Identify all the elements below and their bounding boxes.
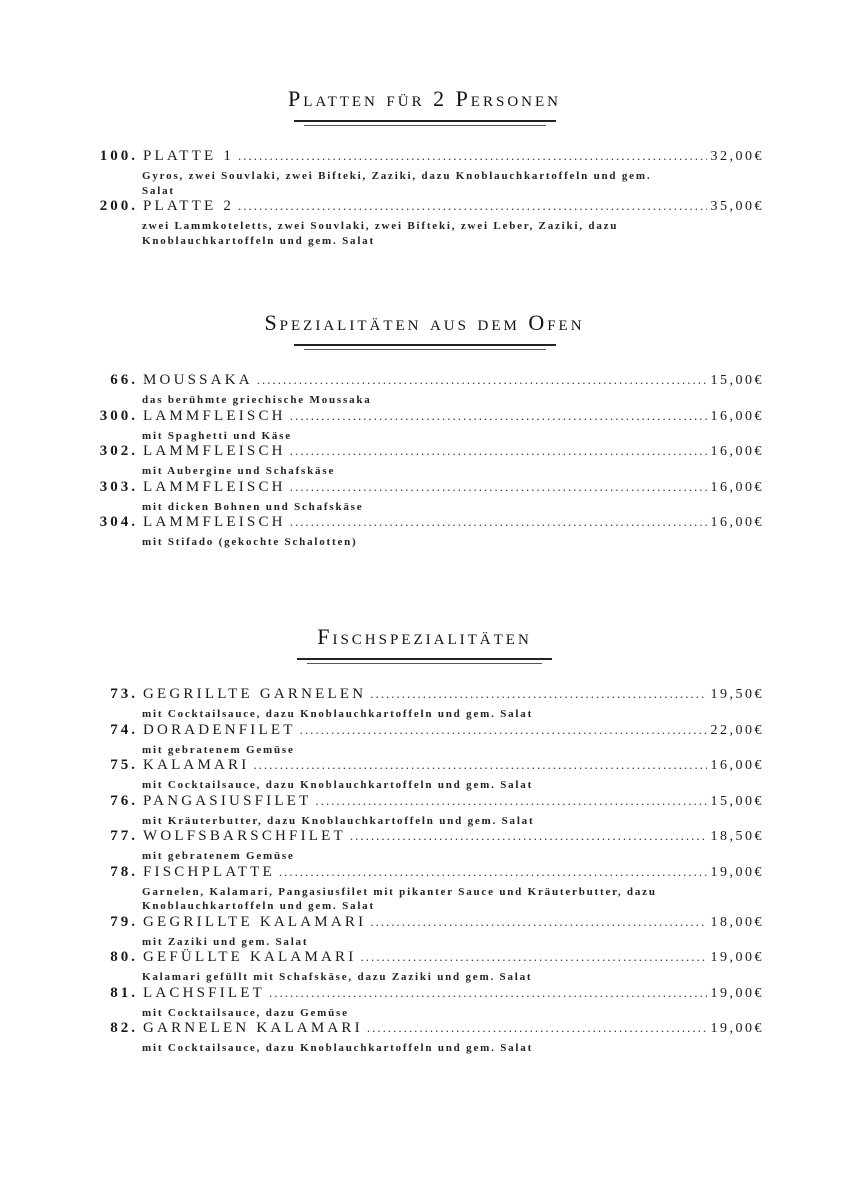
item-number: 82.	[110, 1020, 138, 1036]
item-description: zwei Lammkoteletts, zwei Souvlaki, zwei Bifteki, zwei Leber, Zaziki, dazu Knoblauchkartoffeln und gem. Salat	[142, 220, 619, 247]
item-name: GARNELEN KALAMARI	[143, 1020, 363, 1036]
dot-leader	[290, 514, 707, 530]
menu-item	[84, 686, 764, 722]
menu-items	[0, 148, 849, 248]
item-description: mit Kräuterbutter, dazu Knoblauchkartoffeln und gem. Salat	[142, 814, 535, 827]
dot-leader	[360, 949, 706, 965]
menu-item	[84, 828, 764, 864]
item-number: 73.	[110, 686, 138, 702]
dot-leader	[300, 722, 707, 738]
item-name: LACHSFILET	[143, 984, 265, 1001]
dot-leader	[269, 985, 707, 1001]
section-oven	[0, 310, 849, 550]
item-name: LAMMFLEISCH	[143, 443, 286, 459]
dot-leader	[279, 864, 707, 880]
item-number: 66.	[110, 372, 138, 388]
dot-leader	[290, 408, 707, 424]
item-name: GEFÜLLTE KALAMARI	[143, 949, 357, 965]
item-price: 16,00€	[710, 515, 764, 530]
item-number: 75.	[110, 757, 138, 773]
item-price: 19,50€	[710, 687, 764, 702]
item-description: das berühmte griechische Moussaka	[142, 394, 372, 406]
item-price: 32,00€	[710, 149, 764, 164]
item-price: 19,00€	[710, 950, 764, 965]
item-number: 79.	[110, 913, 138, 930]
menu-item	[84, 757, 764, 793]
dot-leader	[370, 686, 706, 702]
item-name: PLATTE 1	[143, 148, 235, 164]
title-underline	[294, 342, 556, 352]
item-name: FISCHPLATTE	[143, 863, 275, 880]
item-description: mit Cocktailsauce, dazu Knoblauchkartoffeln und gem. Salat	[142, 708, 534, 720]
item-description: mit Aubergine und Schafskäse	[142, 465, 336, 477]
item-number: 100.	[99, 148, 138, 164]
item-price: 19,00€	[710, 1021, 764, 1036]
dot-leader	[370, 914, 706, 930]
item-description: mit Cocktailsauce, dazu Knoblauchkartoffeln und gem. Salat	[142, 1042, 534, 1054]
item-price: 22,00€	[710, 722, 764, 738]
menu-item	[84, 479, 764, 515]
item-name: DORADENFILET	[143, 721, 296, 738]
menu-item	[84, 443, 764, 479]
menu-item	[84, 1020, 764, 1056]
section-fish	[0, 624, 849, 1056]
item-number: 78.	[110, 863, 138, 880]
item-description: mit gebratenem Gemüse	[142, 850, 295, 862]
dot-leader	[315, 793, 706, 809]
item-number: 200.	[99, 198, 138, 214]
menu-item	[84, 722, 764, 758]
item-price: 18,50€	[710, 829, 764, 844]
item-name: WOLFSBARSCHFILET	[143, 828, 346, 844]
menu-item	[84, 864, 764, 914]
item-price: 16,00€	[710, 479, 764, 495]
item-price: 19,00€	[710, 864, 764, 880]
menu-item	[84, 914, 764, 950]
menu-item	[84, 985, 764, 1021]
item-description: mit Cocktailsauce, dazu Knoblauchkartoffeln und gem. Salat	[142, 779, 534, 791]
item-name: MOUSSAKA	[143, 372, 253, 388]
menu-item	[84, 514, 764, 550]
item-price: 19,00€	[710, 985, 764, 1001]
item-price: 18,00€	[710, 914, 764, 930]
item-description: Kalamari gefüllt mit Schafskäse, dazu Zaziki und gem. Salat	[142, 971, 533, 983]
item-price: 16,00€	[710, 758, 764, 773]
item-name: KALAMARI	[143, 757, 250, 773]
menu-items	[0, 372, 849, 550]
menu-item	[84, 408, 764, 444]
title-underline	[297, 656, 552, 666]
menu-item	[84, 198, 764, 248]
item-description: mit Spaghetti und Käse	[142, 429, 292, 442]
menu-item	[84, 949, 764, 985]
title-underline	[294, 118, 556, 128]
item-description: mit Cocktailsauce, dazu Gemüse	[142, 1006, 349, 1019]
item-name: GEGRILLTE GARNELEN	[143, 686, 367, 702]
item-number: 302.	[99, 443, 138, 459]
item-price: 15,00€	[710, 793, 764, 809]
dot-leader	[350, 828, 707, 844]
dot-leader	[367, 1020, 707, 1036]
item-description: Gyros, zwei Souvlaki, zwei Bifteki, Zaziki, dazu Knoblauchkartoffeln und gem. Salat	[142, 170, 652, 197]
dot-leader	[238, 198, 706, 214]
item-description: mit gebratenem Gemüse	[142, 743, 295, 756]
item-price: 16,00€	[710, 444, 764, 459]
item-name: LAMMFLEISCH	[143, 407, 286, 424]
dot-leader	[257, 372, 707, 388]
menu-items	[0, 686, 849, 1056]
item-description: Garnelen, Kalamari, Pangasiusfilet mit pikanter Sauce und Kräuterbutter, dazu Knoblauchkartoffeln und gem. Salat	[142, 885, 657, 912]
item-name: PLATTE 2	[143, 198, 235, 214]
dot-leader	[290, 479, 707, 495]
item-price: 16,00€	[710, 408, 764, 424]
item-number: 77.	[110, 828, 138, 844]
dot-leader	[253, 757, 706, 773]
item-price: 15,00€	[710, 373, 764, 388]
item-name: LAMMFLEISCH	[143, 514, 286, 530]
item-description: mit dicken Bohnen und Schafskäse	[142, 500, 364, 513]
item-description: mit Zaziki und gem. Salat	[142, 935, 309, 948]
item-name: GEGRILLTE KALAMARI	[143, 913, 367, 930]
item-name: PANGASIUSFILET	[143, 792, 312, 809]
item-number: 303.	[99, 478, 138, 495]
item-number: 76.	[110, 792, 138, 809]
item-number: 81.	[110, 984, 138, 1001]
item-description: mit Stifado (gekochte Schalotten)	[142, 536, 358, 548]
section-title: Platten für 2 Personen	[288, 86, 561, 111]
menu-item	[84, 372, 764, 408]
section-title: Fischspezialitäten	[317, 624, 532, 649]
menu-item	[84, 793, 764, 829]
item-number: 300.	[99, 407, 138, 424]
section-platters	[0, 86, 849, 248]
item-price: 35,00€	[710, 199, 764, 214]
dot-leader	[238, 148, 706, 164]
item-number: 80.	[110, 949, 138, 965]
dot-leader	[290, 443, 707, 459]
item-number: 74.	[110, 721, 138, 738]
item-number: 304.	[99, 514, 138, 530]
section-title: Spezialitäten aus dem Ofen	[264, 310, 585, 335]
menu-item	[84, 148, 764, 198]
item-name: LAMMFLEISCH	[143, 478, 286, 495]
